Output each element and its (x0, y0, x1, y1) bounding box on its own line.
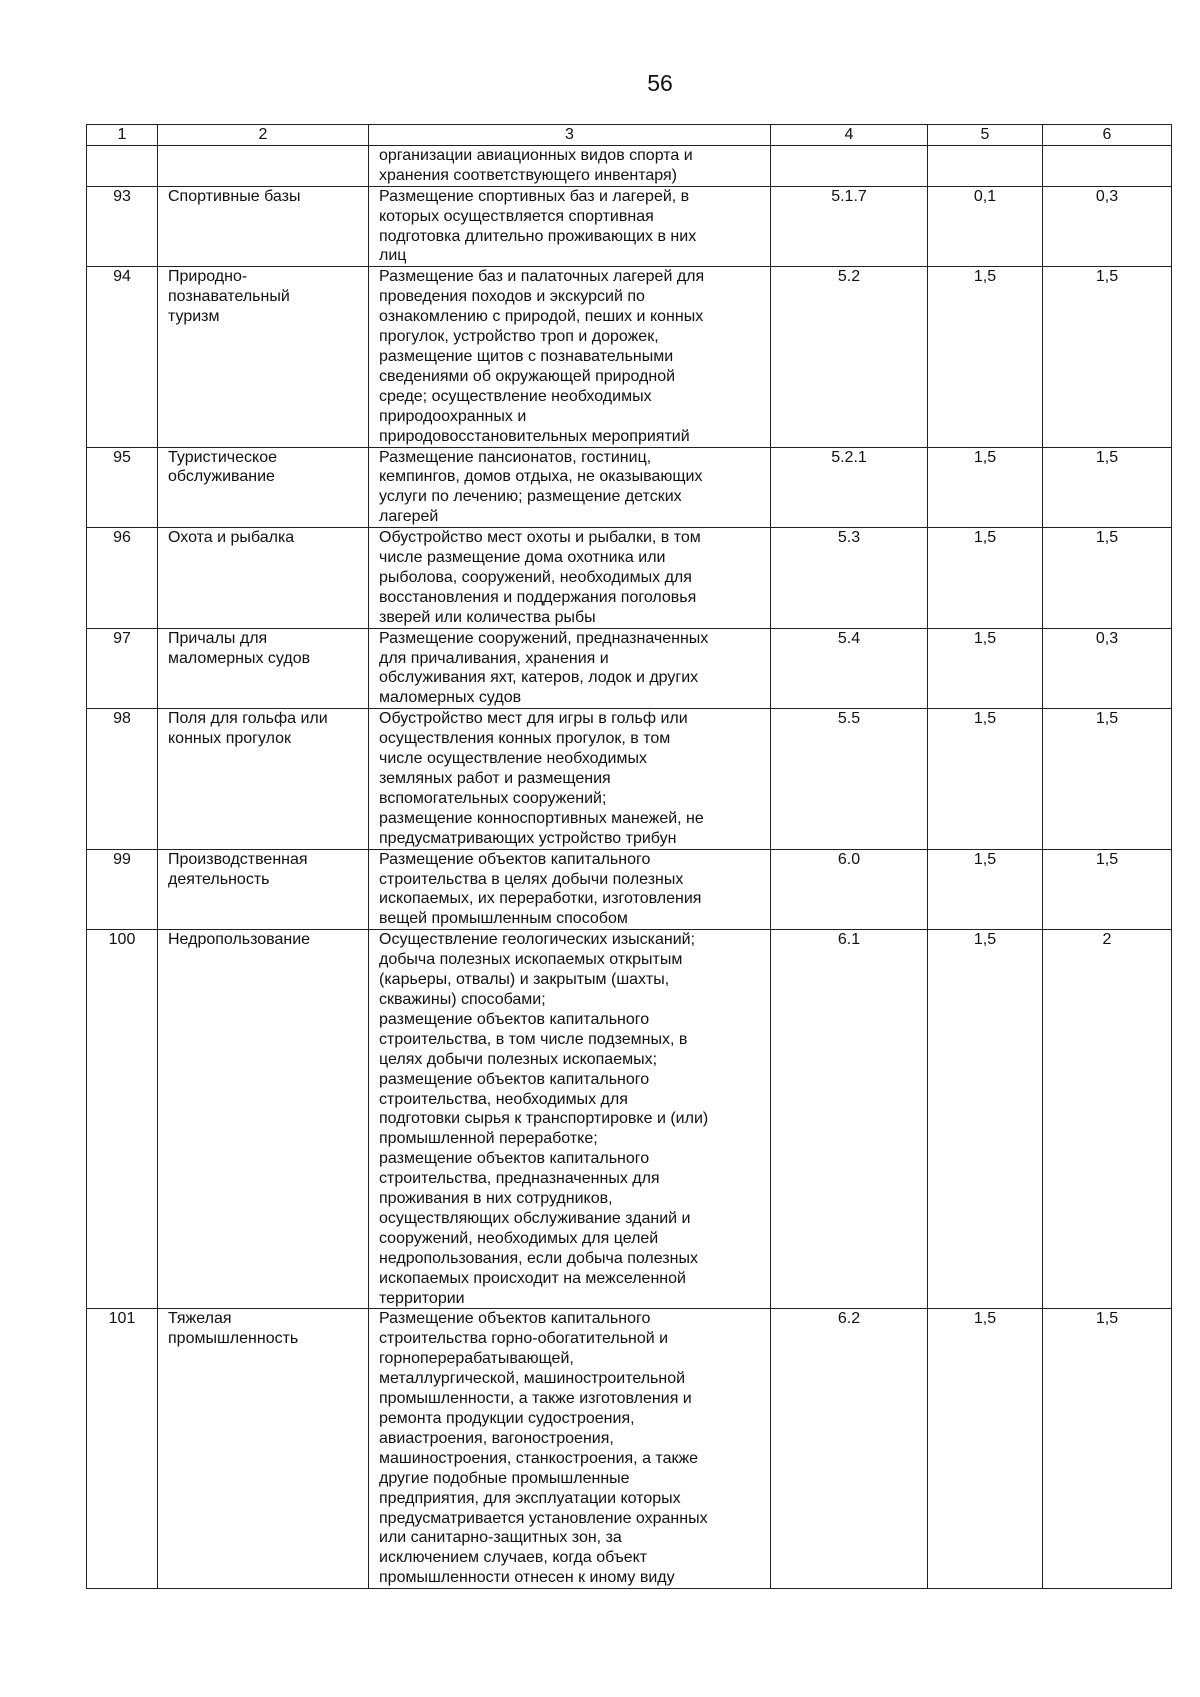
land-use-name: Производственная деятельность (158, 849, 369, 930)
table-row (87, 145, 1172, 186)
land-use-name (158, 145, 369, 186)
land-use-description: организации авиационных видов спорта и хранения соответствующего инвентаря) (369, 145, 771, 186)
row-number: 98 (87, 709, 158, 849)
column-header-4: 4 (771, 125, 928, 146)
value-column-6: 1,5 (1043, 267, 1172, 447)
classifier-code: 5.5 (771, 709, 928, 849)
value-column-5: 1,5 (928, 930, 1043, 1309)
table-header (87, 125, 1172, 146)
land-use-description: Размещение объектов капитального строительства в целях добычи полезных ископаемых, их переработки, изготовления вещей промышленным способом (369, 849, 771, 930)
value-column-6: 1,5 (1043, 528, 1172, 629)
row-number: 97 (87, 628, 158, 709)
land-use-description: Размещение сооружений, предназначенных для причаливания, хранения и обслуживания яхт, катеров, лодок и других маломерных судов (369, 628, 771, 709)
land-use-description: Размещение объектов капитального строительства горно-обогатительной и горноперерабатывающей, металлургической, машиностроительной промышленности, а также изготовления и ремонта продукции судостроения, авиастроения, вагоностроения, машиностроения, станкостроения, а также другие подобные промышленные предприятия, для эксплуатации которых предусматривается установление охранных или санитарно-защитных зон, за исключением случаев, когда объект промышленности отнесен к иному виду (369, 1309, 771, 1589)
column-header-1: 1 (87, 125, 158, 146)
land-use-table (86, 124, 1172, 1589)
table-row (87, 267, 1172, 447)
column-header-6: 6 (1043, 125, 1172, 146)
value-column-5 (928, 145, 1043, 186)
land-use-name: Охота и рыбалка (158, 528, 369, 629)
land-use-name: Тяжелая промышленность (158, 1309, 369, 1589)
row-number: 99 (87, 849, 158, 930)
land-use-name: Туристическое обслуживание (158, 447, 369, 528)
row-number (87, 145, 158, 186)
value-column-6: 1,5 (1043, 849, 1172, 930)
classifier-code: 6.2 (771, 1309, 928, 1589)
column-header-5: 5 (928, 125, 1043, 146)
classifier-code: 6.1 (771, 930, 928, 1309)
header-row (87, 125, 1172, 146)
land-use-description: Размещение пансионатов, гостиниц, кемпингов, домов отдыха, не оказывающих услуги по лечению; размещение детских лагерей (369, 447, 771, 528)
row-number: 100 (87, 930, 158, 1309)
table-row (87, 528, 1172, 629)
classifier-code: 6.0 (771, 849, 928, 930)
row-number: 101 (87, 1309, 158, 1589)
value-column-6: 1,5 (1043, 447, 1172, 528)
table-row (87, 1309, 1172, 1589)
row-number: 95 (87, 447, 158, 528)
land-use-name: Спортивные базы (158, 186, 369, 267)
table-row (87, 186, 1172, 267)
row-number: 93 (87, 186, 158, 267)
value-column-6: 0,3 (1043, 186, 1172, 267)
column-header-3: 3 (369, 125, 771, 146)
table-row (87, 447, 1172, 528)
page-number: 56 (647, 70, 673, 96)
value-column-5: 1,5 (928, 628, 1043, 709)
classifier-code (771, 145, 928, 186)
classifier-code: 5.2.1 (771, 447, 928, 528)
table-row (87, 709, 1172, 849)
table-body (87, 145, 1172, 1588)
land-use-name: Причалы для маломерных судов (158, 628, 369, 709)
value-column-5: 1,5 (928, 849, 1043, 930)
land-use-name: Поля для гольфа или конных прогулок (158, 709, 369, 849)
value-column-6: 1,5 (1043, 709, 1172, 849)
value-column-6: 2 (1043, 930, 1172, 1309)
land-use-name: Природно- познавательный туризм (158, 267, 369, 447)
value-column-5: 1,5 (928, 709, 1043, 849)
value-column-6: 1,5 (1043, 1309, 1172, 1589)
land-use-description: Размещение баз и палаточных лагерей для проведения походов и экскурсий по ознакомлению с природой, пеших и конных прогулок, устройство троп и дорожек, размещение щитов с познавательными сведениями об окружающей природной среде; осуществление необходимых природоохранных и природовосстановительных мероприятий (369, 267, 771, 447)
value-column-6: 0,3 (1043, 628, 1172, 709)
land-use-table-container (86, 124, 1171, 1589)
value-column-5: 1,5 (928, 267, 1043, 447)
classifier-code: 5.1.7 (771, 186, 928, 267)
table-row (87, 628, 1172, 709)
classifier-code: 5.3 (771, 528, 928, 629)
land-use-description: Осуществление геологических изысканий; добыча полезных ископаемых открытым (карьеры, отвалы) и закрытым (шахты, скважины) способами; размещение объектов капитального строительства, в том числе подземных, в целях добычи полезных ископаемых; размещение объектов капитального строительства, необходимых для подготовки сырья к транспортировке и (или) промышленной переработке; размещение объектов капитального строительства, предназначенных для проживания в них сотрудников, осуществляющих обслуживание зданий и сооружений, необходимых для целей недропользования, если добыча полезных ископаемых происходит на межселенной территории (369, 930, 771, 1309)
land-use-description: Обустройство мест охоты и рыбалки, в том числе размещение дома охотника или рыболова, сооружений, необходимых для восстановления и поддержания поголовья зверей или количества рыбы (369, 528, 771, 629)
row-number: 94 (87, 267, 158, 447)
value-column-5: 1,5 (928, 528, 1043, 629)
land-use-description: Размещение спортивных баз и лагерей, в которых осуществляется спортивная подготовка длительно проживающих в них лиц (369, 186, 771, 267)
table-row (87, 849, 1172, 930)
land-use-name: Недропользование (158, 930, 369, 1309)
value-column-5: 0,1 (928, 186, 1043, 267)
value-column-6 (1043, 145, 1172, 186)
classifier-code: 5.2 (771, 267, 928, 447)
value-column-5: 1,5 (928, 447, 1043, 528)
land-use-description: Обустройство мест для игры в гольф или осуществления конных прогулок, в том числе осуществление необходимых земляных работ и размещения вспомогательных сооружений; размещение конноспортивных манежей, не предусматривающих устройство трибун (369, 709, 771, 849)
classifier-code: 5.4 (771, 628, 928, 709)
table-row (87, 930, 1172, 1309)
column-header-2: 2 (158, 125, 369, 146)
row-number: 96 (87, 528, 158, 629)
value-column-5: 1,5 (928, 1309, 1043, 1589)
